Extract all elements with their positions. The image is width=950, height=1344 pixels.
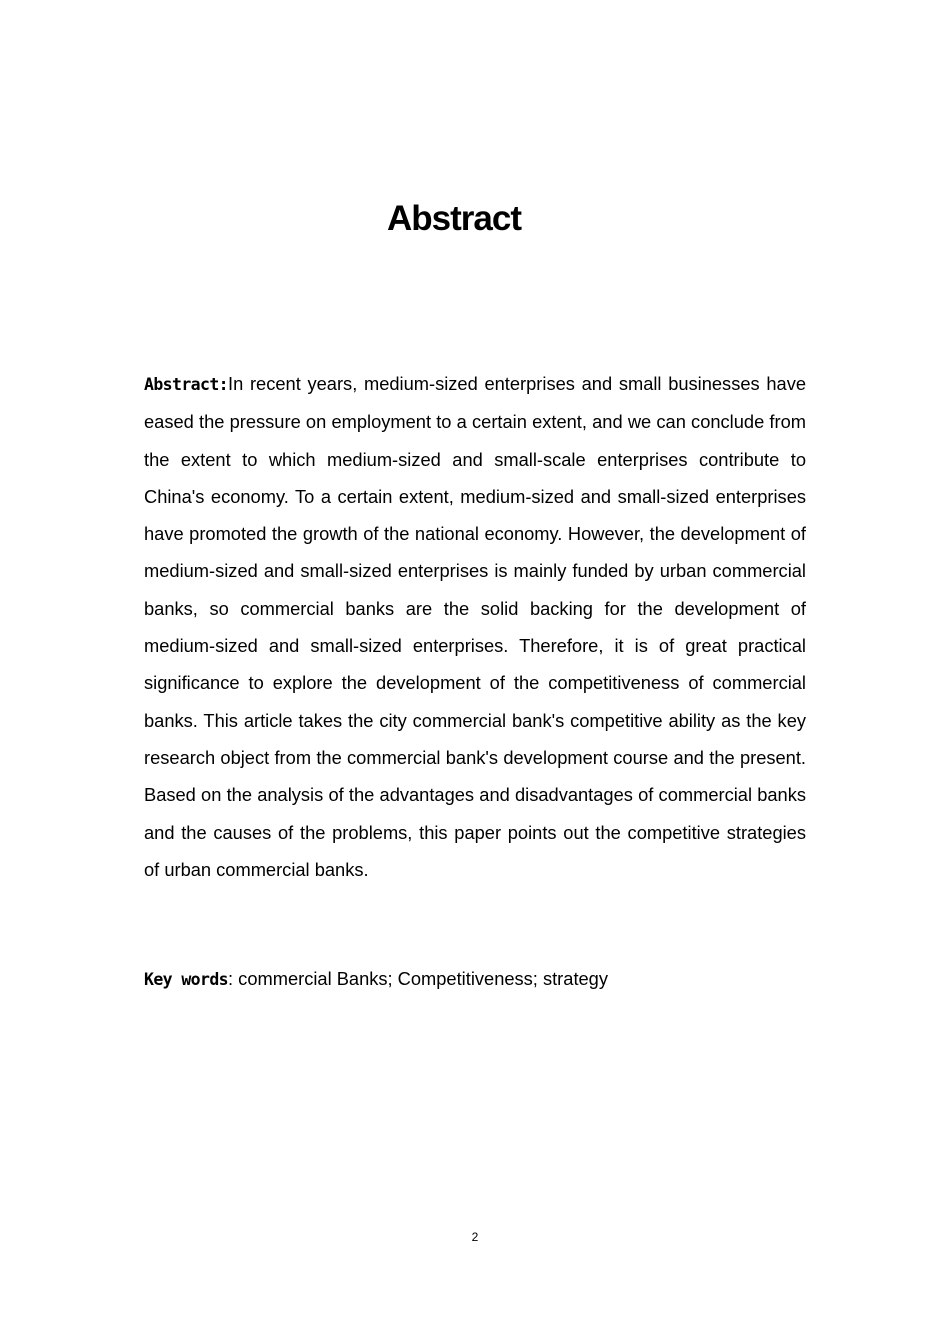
keywords-text: : commercial Banks; Competitiveness; strategy <box>228 968 608 989</box>
page-title: Abstract <box>387 199 521 238</box>
keywords-line <box>144 960 806 998</box>
keywords-label: Key words <box>144 970 229 989</box>
page-number: 2 <box>471 1230 479 1244</box>
abstract-text: In recent years, medium-sized enterprises and small businesses have eased the pressure on employment to a certain extent, and we can conclude from the extent to which medium-sized and small-scale enterprises contribute to China's economy. To a certain extent, medium-sized and small-sized enterprises have promoted the growth of the national economy. However, the development of medium-sized and small-sized enterprises is mainly funded by urban commercial banks, so commercial banks are the solid backing for the development of medium-sized and small-sized enterprises. Therefore, it is of great practical significance to explore the development of the competitiveness of commercial banks. This article takes the city commercial bank's competitive ability as the key research object from the commercial bank's development course and the present. Based on the analysis of the advantages and disadvantages of commercial banks and the causes of the problems, this paper points out the competitive strategies of urban commercial banks. <box>144 373 806 880</box>
abstract-label: Abstract: <box>144 375 229 394</box>
abstract-paragraph <box>144 365 806 888</box>
